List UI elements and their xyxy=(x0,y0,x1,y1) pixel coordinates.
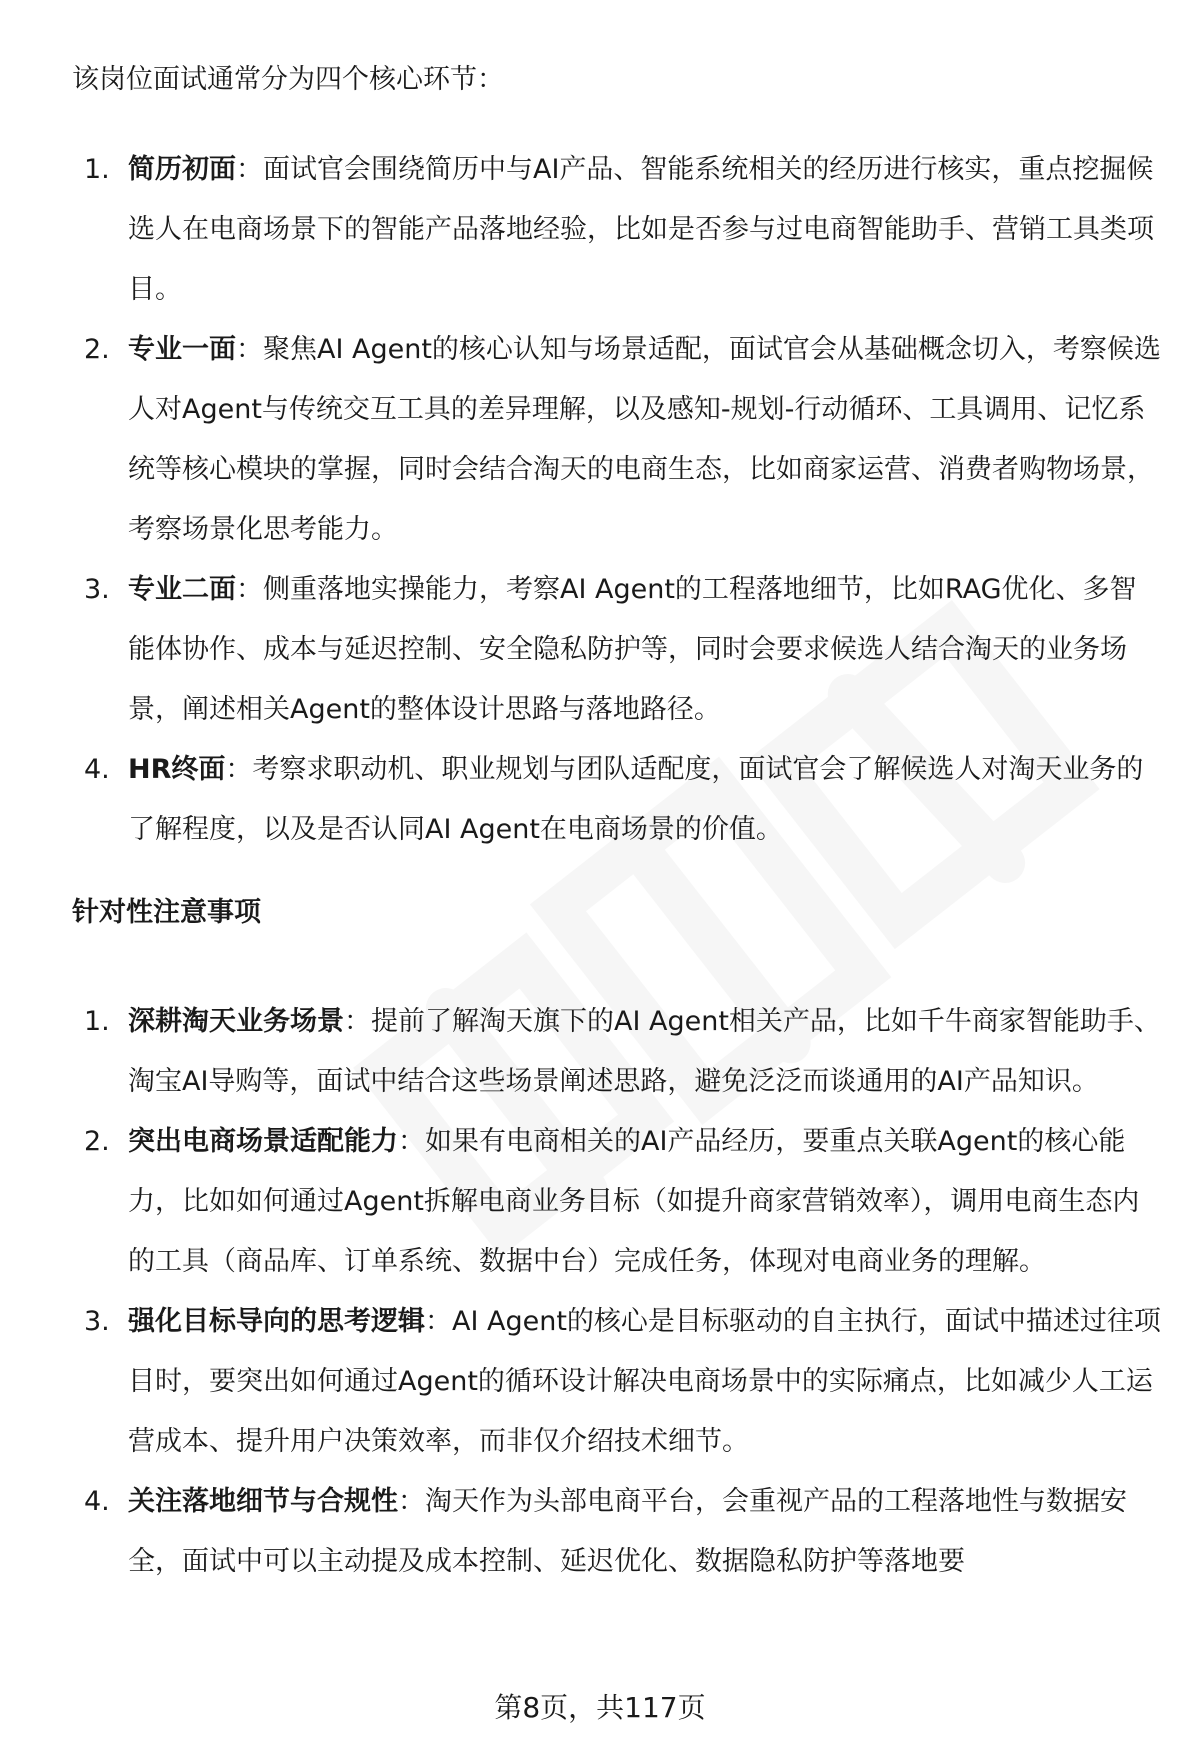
list-item xyxy=(72,1472,1162,1592)
list-item-text: 提前了解淘天旗下的AI Agent相关产品，比如千牛商家智能助手、淘宝AI导购等，面试中结合这些场景阐述思路，避免泛泛而谈通用的AI产品知识。 xyxy=(128,1006,1161,1097)
list-item-text: 如果有电商相关的AI产品经历，要重点关联Agent的核心能力，比如如何通过Agent拆解电商业务目标（如提升商家营销效率），调用电商生态内的工具（商品库、订单系统、数据中台）完成任务，体现对电商业务的理解。 xyxy=(128,1126,1140,1277)
list-item-term: 专业二面 xyxy=(128,574,236,605)
list-item-separator: ： xyxy=(398,1486,425,1517)
list-item-separator: ： xyxy=(236,334,263,365)
list-item-number: 1. xyxy=(84,154,110,185)
list-item-text: 聚焦AI Agent的核心认知与场景适配，面试官会从基础概念切入，考察候选人对Agent与传统交互工具的差异理解，以及感知-规划-行动循环、工具调用、记忆系统等核心模块的掌握，同时会结合淘天的电商生态，比如商家运营、消费者购物场景，考察场景化思考能力。 xyxy=(128,334,1161,545)
notes-list xyxy=(72,992,1162,1592)
list-item-term: 强化目标导向的思考逻辑 xyxy=(128,1306,425,1337)
list-item-term: HR终面 xyxy=(128,754,226,785)
list-item-separator: ： xyxy=(225,754,253,785)
list-item-term: 关注落地细节与合规性 xyxy=(128,1486,398,1517)
list-item xyxy=(72,140,1162,320)
list-item-separator: ： xyxy=(236,154,263,185)
list-item-separator: ： xyxy=(344,1006,371,1037)
list-item-number: 3. xyxy=(84,1306,110,1337)
list-item-term: 专业一面 xyxy=(128,334,236,365)
list-item xyxy=(72,740,1162,860)
list-item-number: 4. xyxy=(84,1486,110,1517)
list-item-separator: ： xyxy=(236,574,263,605)
list-item-separator: ： xyxy=(398,1126,425,1157)
interview-stages-list xyxy=(72,140,1162,860)
list-item xyxy=(72,560,1162,740)
list-item xyxy=(72,992,1162,1112)
list-item-text: 侧重落地实操能力，考察AI Agent的工程落地细节，比如RAG优化、多智能体协作、成本与延迟控制、安全隐私防护等，同时会要求候选人结合淘天的业务场景，阐述相关Agent的整体设计思路与落地路径。 xyxy=(128,574,1137,725)
list-item-term: 简历初面 xyxy=(128,154,236,185)
intro-text: 该岗位面试通常分为四个核心环节： xyxy=(72,64,504,95)
list-item-term: 突出电商场景适配能力 xyxy=(128,1126,398,1157)
list-item-number: 2. xyxy=(84,1126,110,1157)
list-item-text: 面试官会围绕简历中与AI产品、智能系统相关的经历进行核实，重点挖掘候选人在电商场景下的智能产品落地经验，比如是否参与过电商智能助手、营销工具类项目。 xyxy=(128,154,1154,305)
list-item xyxy=(72,1292,1162,1472)
list-item-separator: ： xyxy=(425,1306,452,1337)
list-item xyxy=(72,1112,1162,1292)
page-number-footer: 第8页，共117页 xyxy=(494,1691,706,1724)
list-item-text: 考察求职动机、职业规划与团队适配度，面试官会了解候选人对淘天业务的了解程度，以及是否认同AI Agent在电商场景的价值。 xyxy=(128,754,1144,845)
list-item-text: 淘天作为头部电商平台，会重视产品的工程落地性与数据安全，面试中可以主动提及成本控制、延迟优化、数据隐私防护等落地要 xyxy=(128,1486,1127,1577)
list-item-text: AI Agent的核心是目标驱动的自主执行，面试中描述过往项目时，要突出如何通过Agent的循环设计解决电商场景中的实际痛点，比如减少人工运营成本、提升用户决策效率，而非仅介绍技术细节。 xyxy=(128,1306,1161,1457)
list-item-number: 1. xyxy=(84,1006,110,1037)
list-item-number: 2. xyxy=(84,334,110,365)
list-item-number: 3. xyxy=(84,574,110,605)
section-heading-notes: 针对性注意事项 xyxy=(72,897,261,928)
list-item-number: 4. xyxy=(84,754,110,785)
list-item xyxy=(72,320,1162,560)
list-item-term: 深耕淘天业务场景 xyxy=(128,1006,344,1037)
